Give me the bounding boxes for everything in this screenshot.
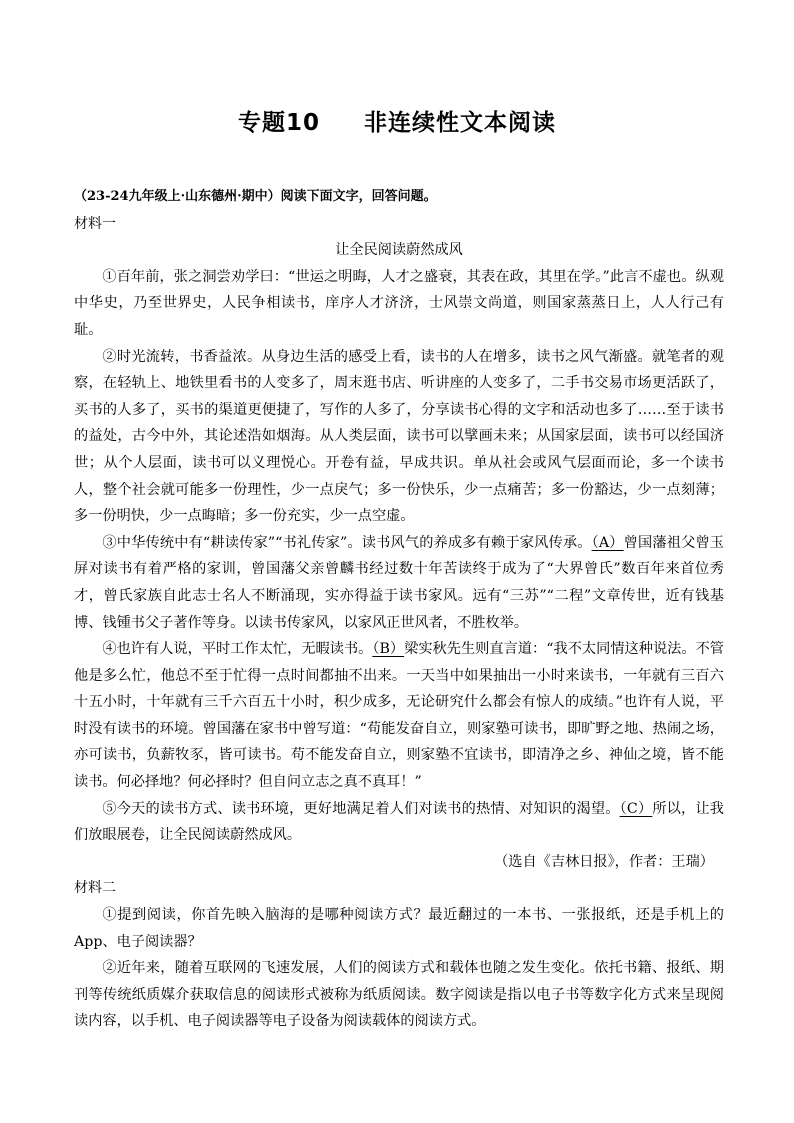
blank-marker-c: （C） [619,800,653,817]
material-one-paragraph-4 [74,636,724,796]
blank-marker-a: （A） [591,534,624,551]
paragraph-4-text-a: ④也许有人说，平时工作太忙，无暇读书。 [102,641,373,658]
paragraph-5-text-a: ⑤今天的读书方式、读书环境，更好地满足着人们对读书的热情、对知识的渴望。 [102,800,620,817]
material-one-heading: 让全民阅读蔚然成风 [335,242,463,259]
paragraph-4-text-b: 梁实秋先生则直言道：“我不太同情这种说法。不管他是多么忙，他总不至于忙得一点时间都抽不出来。一天当中如果抽出一小时来读书，一年就有三百六十五小时，十年就有三千六百五十小时，积少成多，无论研究什么都会有惊人的成绩。”也许有人说，平时没有读书的环境。曾国藩在家书中曾写道：“苟能发奋自立，则家塾可读书，即旷野之地、热闹之场，亦可读书，负薪牧豕，皆可读书。苟不能发奋自立，则家塾不宜读书，即清净之乡、神仙之境，皆不能读书。何必择地？何必择时？但自问立志之真不真耳！” [74,641,724,791]
paragraph-3-text-a: ③中华传统中有“耕读传家”“书礼传家”。读书风气的养成多有赖于家风传承。 [102,534,592,551]
material-one-paragraph-5 [74,796,724,849]
material-one-paragraph-3 [74,530,724,636]
title-topic-number: 专题10 [237,110,320,136]
paragraph-5-text-b: 所以，让我们放眼展卷，让全民阅读蔚然成风。 [74,800,724,844]
material-two-label: 材料二 [74,880,116,897]
document-body [74,184,724,1035]
material-one-paragraph-1: ①百年前，张之洞尝劝学曰：“世运之明晦，人才之盛衰，其表在政，其里在学。”此言不虚也。纵观中华史，乃至世界史，人民争相读书，庠序人才济济，士风崇文尚道，则国家蒸蒸日上，人人行己有耻。 [74,268,724,338]
material-one-paragraph-2: ②时光流转，书香益浓。从身边生活的感受上看，读书的人在增多，读书之风气渐盛。就笔者的观察，在轻轨上、地铁里看书的人变多了，周末逛书店、听讲座的人变多了，二手书交易市场更活跃了，买书的人多了，买书的渠道更便捷了，写作的人多了，分享读书心得的文字和活动也多了……至于读书的益处，古今中外，其论述浩如烟海。从人类层面，读书可以擘画未来；从国家层面，读书可以经国济世；从个人层面，读书可以义理悦心。开卷有益，早成共识。单从社会或风气层面而论，多一个读书人，整个社会就可能多一份理性，少一点戾气；多一份快乐，少一点痛苦；多一份豁达，少一点刻薄；多一份明快，少一点晦暗；多一份充实，少一点空虚。 [74,348,724,525]
material-one-label: 材料一 [74,215,116,232]
page-title [0,104,794,137]
question-intro: （23-24九年级上·山东德州·期中）阅读下面文字，回答问题。 [74,189,437,204]
blank-marker-b: （B） [372,641,405,658]
material-two-paragraph-1: ①提到阅读，你首先映入脑海的是哪种阅读方式？最近翻过的一本书、一张报纸，还是手机上的App、电子阅读器？ [74,907,724,950]
paragraph-3-text-b: 曾国藩祖父曾玉屏对读书有着严格的家训，曾国藩父亲曾麟书经过数十年苦读终于成为了“大界曾氏”数百年来首位秀才，曾氏家族自此志士名人不断涌现，实亦得益于读书家风。远有“三苏”“二程”文章传世，近有钱基博、钱锺书父子著作等身。以读书传家风，以家风正世风者，不胜枚举。 [74,534,724,631]
material-two-paragraph-2: ②近年来，随着互联网的飞速发展，人们的阅读方式和载体也随之发生变化。依托书籍、报纸、期刊等传统纸质媒介获取信息的阅读形式被称为纸质阅读。数字阅读是指以电子书等数字化方式来呈现阅读内容，以手机、电子阅读器等电子设备为阅读载体的阅读方式。 [74,960,724,1030]
title-topic-name: 非连续性文本阅读 [364,110,556,136]
material-one-source: （选自《吉林日报》，作者：王瑞） [494,853,714,870]
